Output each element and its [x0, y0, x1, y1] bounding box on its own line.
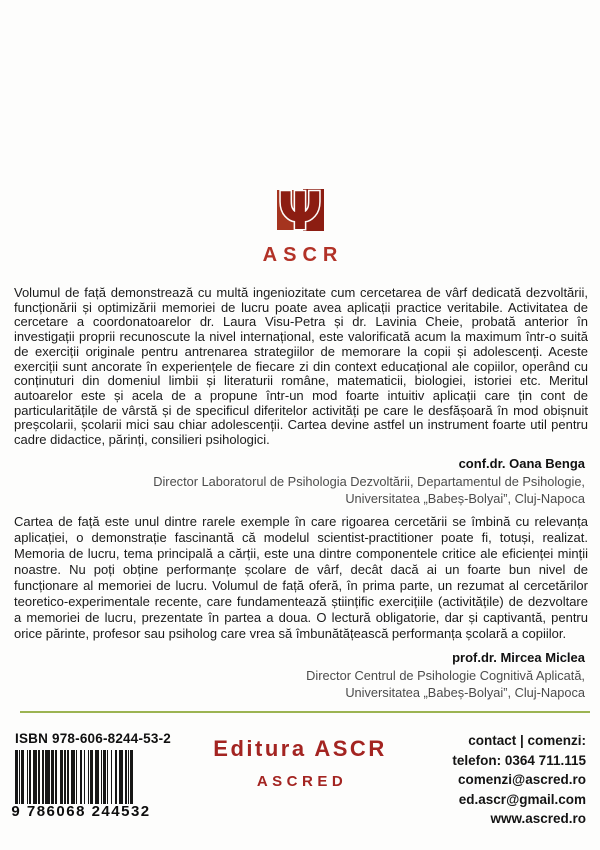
divider-rule — [20, 711, 590, 713]
review-1-author: conf.dr. Oana Benga — [458, 456, 585, 471]
review-1-attribution — [153, 456, 585, 508]
review-2-affiliation-line1: Director Centrul de Psihologie Cognitivă Aplicată, — [306, 668, 585, 683]
imprint-title: Editura ASCR — [213, 736, 387, 761]
review-1-affiliation-line1: Director Laboratorul de Psihologia Dezvoltării, Departamentul de Psihologie, — [153, 474, 585, 489]
review-1-text: Volumul de față demonstrează cu multă ingeniozitate cum cercetarea de vârf dedicată dezvoltării, funcționării și optimizării memoriei de lucru poate avea aplicații practice veritabile. Activitatea de cercetare a coordonatoarelor dr. Laura Visu-Petra și dr. Lavinia Cheie, probată anterior în investigații proprii recunoscute la nivel internațional, este valorificată acum la maximum într-o suită de exerciții originale pentru antrenarea strategiilor de memorare la copii și adolescenți. Aceste exerciții sunt ancorate în experiențele de fiecare zi din context educațional ale copiilor, operând cu conținuturi din domeniul limbii și literaturii române, matematicii, biologiei, istoriei etc. Meritul autoarelor este și acela de a propune într-un mod foarte intuitiv aplicații care țin cont de particularitățile de vârstă și de specificul diferitelor activități pe care le desfășoară în mod obișnuit preșcolarii, școlarii mici sau chiar adolescenții. Cartea devine astfel un instrument foarte util pentru cadre didactice, părinți, consilieri psihologici. — [14, 285, 588, 448]
contact-website: www.ascred.ro — [490, 811, 586, 827]
contact-email-1: comenzi@ascred.ro — [458, 772, 586, 788]
review-2-affiliation-line2: Universitatea „Babeș-Bolyai”, Cluj-Napoca — [345, 684, 585, 700]
psi-glyph: Ψ — [277, 182, 323, 242]
review-2-author: prof.dr. Mircea Miclea — [452, 650, 585, 665]
publisher-logo-text: ASCR — [262, 244, 344, 266]
barcode-digits: 9 786068 244532 — [11, 803, 151, 821]
review-1-affiliation-line2: Universitatea „Babeș-Bolyai”, Cluj-Napoca — [345, 490, 585, 506]
isbn-label: ISBN 978-606-8244-53-2 — [15, 731, 171, 746]
contact-header: contact | comenzi: — [468, 733, 586, 748]
contact-block — [452, 731, 586, 829]
psi-logo-icon — [267, 180, 333, 242]
review-2-attribution — [306, 650, 585, 702]
contact-phone: telefon: 0364 711.115 — [452, 752, 586, 768]
review-2-text: Cartea de față este unul dintre rarele exemple în care rigoarea cercetării se îmbină cu relevanța aplicației, o demonstrație fascinantă că modelul scientist-practitioner poate fi, totuși, realizat. Memoria de lucru, tema principală a cărții, este una dintre componentele critice ale eficienței minții noastre. Nu poți obține performanțe școlare de vârf, decât dacă ai un foarte bun nivel de funcționare al memoriei de lucru. Volumul de față oferă, în prima parte, un rezumat al cercetărilor teoretico-experimentale recente, care fundamentează științific exercițiile (activitățile) de dezvoltare a memoriei de lucru, prezentate în partea a doua. O lectură obligatorie, dar și captivantă, pentru orice părinte, profesor sau psiholog care vrea să îmbunătățească performanța școlară a copiilor. — [14, 514, 588, 641]
publisher-logo — [0, 180, 600, 267]
contact-email-2: ed.ascr@gmail.com — [458, 791, 586, 807]
imprint-subtitle: ASCRED — [256, 773, 348, 790]
